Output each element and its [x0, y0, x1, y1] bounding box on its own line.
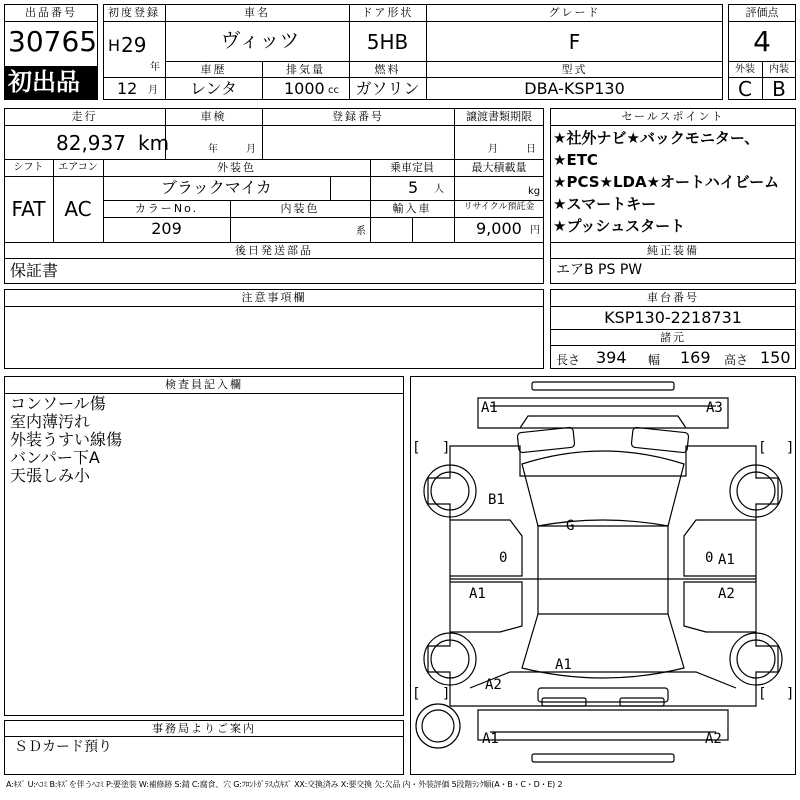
damage-right-door-front-grade: A1	[718, 552, 735, 568]
damage-front-right: A3	[706, 400, 723, 416]
inspector-line-3: 外装うすい線傷	[10, 430, 123, 449]
recycle: 9,000	[476, 219, 522, 238]
inspector-label: 検査員記入欄	[165, 378, 243, 391]
length: 394	[596, 348, 627, 367]
notes-label: 注意事項欄	[241, 291, 307, 304]
height-label: 高さ	[724, 353, 749, 367]
chassis-number: KSP130-2218731	[604, 308, 742, 327]
inspection-label: 車検	[200, 110, 227, 123]
damage-trunk: A1	[555, 657, 572, 673]
damage-rear-right: A2	[705, 731, 722, 747]
later-label: 後日発送部品	[235, 244, 313, 257]
capacity: 5	[408, 178, 419, 197]
sales-point-2: ★ETC	[553, 151, 598, 169]
fuel: ガソリン	[355, 79, 420, 98]
recycle-label: リサイクル預託金	[463, 202, 535, 212]
length-label: 長さ	[556, 353, 581, 367]
ac: AC	[64, 197, 92, 221]
office-label: 事務局よりご案内	[152, 722, 256, 735]
damage-right-door-rear: A2	[718, 586, 735, 602]
inspector-line-2: 室内薄汚れ	[10, 412, 91, 431]
exterior-label: 外装	[735, 64, 755, 75]
import-label: 輸入車	[392, 202, 432, 215]
fuel-label: 燃料	[374, 63, 401, 76]
sales-label: セールスポイント	[621, 110, 725, 123]
height: 150	[760, 348, 791, 367]
int-color-label: 内装色	[280, 202, 320, 215]
color: ブラックマイカ	[161, 178, 272, 197]
car-diagram	[410, 376, 796, 775]
sales-point-3: ★PCS★LDA★オートハイビーム	[553, 173, 780, 191]
shift-label: シフト	[13, 162, 44, 173]
load-unit: kg	[528, 186, 541, 197]
legend: A:ｷｽﾞ U:ﾍｺﾐ B:ｷｽﾞを伴うﾍｺﾐ P:要塗装 W:補修跡 S:錆 C:腐食、穴 G:ﾌﾛﾝﾄｶﾞﾗｽ点ｷｽﾞ XX:交換済み X:要交換 欠:欠品 内・外装評価 5段階ﾗﾝｸ順(A・B・C・D・E) 2	[6, 780, 563, 789]
bracket-left-rear-r: [	[758, 686, 767, 702]
lot-number: 30765	[8, 25, 98, 58]
inspector-line-4: バンパー下A	[10, 448, 100, 467]
equip: エアB PS PW	[556, 262, 643, 278]
chassis-label: 車台番号	[647, 291, 699, 304]
displacement: 1000	[284, 79, 325, 98]
sales-point-5: ★プッシュスタート	[553, 217, 686, 235]
damage-left-fender: B1	[488, 492, 505, 508]
score: 4	[753, 25, 771, 58]
grade-label: グレード	[548, 6, 601, 19]
transfer-day-unit: 日	[526, 144, 536, 155]
int-color-unit: 系	[356, 226, 366, 237]
inspector-line-1: コンソール傷	[10, 394, 106, 413]
model: DBA-KSP130	[524, 79, 625, 98]
era: H	[108, 36, 121, 55]
first-listing-text: 初出品	[8, 68, 80, 96]
bracket-left-rear: [	[412, 686, 421, 702]
capacity-label: 乗車定員	[390, 161, 434, 174]
mileage: 82,937	[56, 131, 126, 155]
insp-year-unit: 年	[208, 144, 218, 155]
insp-month-unit: 月	[246, 144, 256, 155]
reg-label: 初度登録	[108, 6, 160, 19]
recycle-unit: 円	[530, 225, 540, 236]
capacity-unit: 人	[434, 184, 444, 195]
ac-label: エアコン	[58, 162, 98, 173]
history-label: 車歴	[200, 63, 227, 76]
bracket-left-front: [	[412, 440, 421, 456]
damage-roof: G	[566, 518, 575, 534]
year-unit: 年	[150, 62, 160, 73]
damage-rear-left: A1	[482, 731, 499, 747]
width-label: 幅	[648, 353, 661, 367]
car-name: ヴィッツ	[220, 28, 300, 52]
bracket-right-front: ]	[442, 440, 451, 456]
later-items: 保証書	[10, 261, 59, 280]
damage-left-rear-quarter: A2	[485, 677, 502, 693]
damage-right-door-front: 0	[705, 550, 714, 566]
color-no: 209	[151, 219, 182, 238]
reg-year: 29	[121, 33, 147, 57]
damage-left-door-front: 0	[499, 550, 508, 566]
shift: FAT	[11, 197, 46, 221]
reg-month: 12	[117, 79, 138, 98]
reg-no-label: 登録番号	[332, 110, 384, 123]
interior-label: 内装	[769, 64, 789, 75]
transfer-month-unit: 月	[488, 144, 498, 155]
door-type: 5HB	[366, 30, 409, 54]
bracket-right-rear: ]	[442, 686, 451, 702]
exterior-grade: C	[738, 77, 752, 101]
equip-label: 純正装備	[647, 244, 699, 257]
interior-grade: B	[772, 77, 786, 101]
history: レンタ	[190, 79, 237, 98]
sales-point-4: ★スマートキー	[553, 195, 657, 213]
color-label: 外装色	[217, 161, 256, 174]
transfer-label: 譲渡書類期限	[466, 110, 532, 123]
bracket-left-front-r: [	[758, 440, 767, 456]
lot-label: 出品番号	[25, 6, 77, 19]
month-unit: 月	[148, 85, 158, 96]
mileage-unit: km	[138, 131, 170, 155]
displacement-unit: cc	[328, 85, 339, 96]
dims-label: 諸元	[660, 331, 686, 344]
inspector-line-5: 天張しみ小	[10, 466, 91, 485]
sales-point-1: ★社外ナビ★バックモニター、	[553, 129, 760, 147]
bracket-right-rear-r: ]	[786, 686, 795, 702]
width: 169	[680, 348, 711, 367]
door-label: ドア形状	[361, 6, 414, 19]
mileage-label: 走行	[71, 110, 98, 123]
damage-left-door-rear: A1	[469, 586, 486, 602]
car-name-label: 車名	[244, 6, 270, 19]
office-text: ＳＤカード預り	[14, 739, 112, 755]
damage-front-left: A1	[481, 400, 498, 416]
bracket-right-front-r: ]	[786, 440, 795, 456]
model-label: 型式	[561, 63, 588, 76]
score-label: 評価点	[745, 6, 779, 19]
color-no-label: カラーNo.	[134, 202, 199, 215]
load-label: 最大積載量	[471, 161, 527, 174]
displacement-label: 排気量	[286, 63, 325, 76]
grade: F	[568, 30, 581, 54]
